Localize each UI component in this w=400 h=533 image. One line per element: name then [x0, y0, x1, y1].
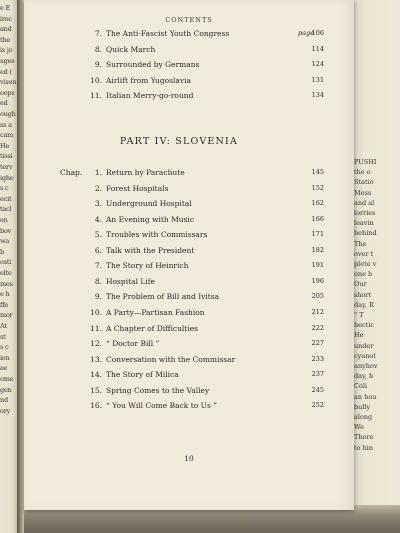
neighbor-page-text: to hin — [354, 443, 374, 452]
chapter-title: Conversation with the Commissar — [106, 354, 236, 364]
chapter-number: 12. — [90, 339, 102, 349]
chapter-page: 124 — [311, 60, 324, 68]
chapter-page: 134 — [311, 91, 324, 99]
neighbor-page-text: We — [354, 423, 364, 432]
neighbor-page-text: bully — [354, 402, 371, 411]
page-label: page — [298, 29, 315, 37]
chapter-page: 212 — [311, 307, 324, 316]
chapter-page: 191 — [311, 261, 324, 270]
neighbor-page-text: ough — [0, 110, 16, 118]
right-page-edge — [352, 0, 400, 533]
neighbor-page-text: ighe — [0, 173, 14, 182]
neighbor-page-text: cam — [0, 131, 14, 140]
chapter-number: 10. — [90, 307, 102, 317]
chapter-title: Hospital Life — [106, 276, 155, 286]
neighbor-page-text: ome — [0, 375, 14, 383]
neighbor-page-text: The — [354, 239, 367, 248]
chapter-page: 233 — [311, 354, 324, 363]
neighbor-page-text: ecit — [0, 194, 12, 203]
chapter-number: 8. — [94, 276, 102, 286]
neighbor-page-text: wa — [0, 237, 10, 246]
neighbor-page-text: e E — [0, 4, 11, 12]
chapter-number: 4. — [94, 214, 102, 224]
neighbor-page-text: short — [354, 290, 372, 299]
neighbor-page-text: mor — [0, 311, 13, 320]
neighbor-page-text: ages — [0, 57, 15, 65]
chapter-number: 2. — [94, 183, 102, 193]
part-heading: PART IV: SLOVENIA — [119, 136, 239, 147]
chapter-title: Talk with the President — [106, 245, 195, 255]
chapter-number: 8. — [94, 44, 102, 54]
chapter-page: 252 — [311, 401, 324, 410]
neighbor-page-text: Our — [354, 280, 367, 289]
neighbor-page-text: ae — [0, 364, 8, 373]
chapter-number: 3. — [94, 199, 102, 209]
neighbor-page-text: over t — [354, 249, 374, 258]
chapter-page: 227 — [311, 339, 324, 348]
neighbor-page-text: nd — [0, 396, 8, 405]
chapter-page: 237 — [311, 370, 324, 379]
neighbor-page-text: plete v — [354, 260, 377, 268]
neighbor-page-text: “ T — [354, 311, 364, 319]
neighbor-page-text: PUSHI — [354, 158, 377, 166]
neighbor-page-text: s c — [0, 184, 9, 193]
chapter-number: 1. — [94, 168, 102, 177]
neighbor-page-text: There — [354, 433, 374, 442]
chapter-page: 162 — [311, 199, 324, 208]
neighbor-page-text: along — [354, 413, 373, 421]
chapter-title: A Chapter of Difficulties — [106, 323, 199, 333]
chapter-title: Underground Hospital — [106, 199, 192, 209]
contents-page — [24, 0, 354, 510]
neighbor-page-text: s c — [0, 343, 9, 352]
neighbor-page-text: and al — [354, 198, 375, 207]
chapter-title: The Story of Milica — [106, 370, 179, 380]
chapter-title: Surrounded by Germans — [106, 60, 200, 69]
chapter-page: 166 — [311, 214, 324, 223]
chapter-number: 14. — [90, 370, 102, 380]
neighbor-page-text: b — [0, 247, 4, 256]
neighbor-page-text: oops — [0, 88, 15, 97]
chapter-page: 131 — [311, 75, 324, 84]
chapter-number: 11. — [90, 91, 102, 100]
neighbor-page-text: ed — [0, 99, 8, 108]
neighbor-page-text: st — [0, 332, 6, 341]
running-header: CONTENTS — [165, 16, 213, 24]
neighbor-page-text: an hou — [354, 392, 377, 401]
neighbor-page-text: ss a — [0, 120, 12, 129]
chapter-number: 10. — [90, 75, 102, 85]
neighbor-page-text: terv — [0, 163, 13, 171]
chapter-page: 182 — [311, 245, 324, 254]
left-page-edge — [0, 0, 17, 533]
neighbor-page-text: e h — [0, 290, 10, 299]
chapter-number: 7. — [94, 261, 102, 271]
chapter-title: Spring Comes to the Valley — [106, 385, 210, 395]
neighbor-page-text: one h — [354, 270, 373, 279]
neighbor-page-text: gen — [0, 385, 12, 394]
chapter-title: Troubles with Commissars — [106, 230, 208, 240]
neighbor-page-text: lorries — [354, 209, 376, 217]
neighbor-page-text: He — [354, 331, 364, 340]
chapter-number: 11. — [90, 323, 102, 333]
chapter-title: Quick March — [106, 44, 156, 54]
neighbor-page-text: cyanot — [354, 351, 376, 360]
neighbor-page-text: At — [0, 322, 7, 330]
chapter-title: The Story of Heinrich — [106, 261, 189, 271]
neighbor-page-text: hectic — [354, 321, 375, 330]
chapter-number: 6. — [94, 245, 102, 255]
chapter-page: 245 — [311, 385, 324, 394]
chapter-title: Airlift from Yugoslavia — [106, 75, 192, 85]
neighbor-page-text: is jo — [0, 46, 13, 55]
neighbor-page-text: behind — [354, 229, 377, 238]
neighbor-page-text: elte — [0, 269, 12, 277]
chapter-number: 5. — [94, 230, 102, 240]
neighbor-page-text: Coli — [354, 382, 368, 391]
neighbor-page-text: en — [0, 216, 8, 224]
neighbor-page-text: mes — [0, 279, 13, 288]
neighbor-page-text: under — [354, 341, 374, 350]
neighbor-page-text: anyhov — [354, 362, 378, 370]
neighbor-page-text: osti — [0, 258, 12, 267]
chapter-number: 9. — [94, 60, 102, 69]
chapter-number: 16. — [90, 401, 102, 411]
neighbor-page-text: He — [0, 141, 10, 150]
neighbor-page-text: day, b — [354, 372, 374, 381]
chapter-title: Italian Merry-go-round — [106, 91, 194, 100]
chapter-page: 196 — [311, 276, 324, 285]
chapter-label: Chap. — [60, 168, 83, 177]
chapter-title: The Problem of Bill and Ivitsa — [106, 292, 220, 302]
neighbor-page-text: ien — [0, 353, 10, 362]
neighbor-page-text: leavin — [354, 219, 374, 228]
chapter-title: Forest Hospitals — [106, 183, 169, 193]
neighbor-page-text: ffe — [0, 300, 9, 309]
chapter-number: 9. — [94, 292, 102, 302]
neighbor-page-text: day, R — [354, 300, 374, 309]
neighbor-page-text: the — [0, 35, 11, 44]
neighbor-page-text: tissi — [0, 152, 13, 161]
neighbor-page-text: Statio — [354, 178, 374, 187]
neighbor-page-text: the o — [354, 168, 371, 177]
neighbor-page-text: ory — [0, 406, 11, 415]
chapter-number: 7. — [94, 29, 102, 38]
neighbor-page-text: tacl — [0, 205, 12, 214]
chapter-page: 222 — [311, 323, 324, 332]
neighbor-page-text: bov — [0, 226, 12, 235]
chapter-page: 106 — [311, 29, 324, 37]
chapter-page: 171 — [311, 230, 324, 239]
neighbor-page-text: and — [0, 25, 12, 34]
chapter-title: “ Doctor Bill ” — [106, 339, 160, 349]
chapter-title: An Evening with Music — [106, 214, 195, 224]
chapter-title: Return by Parachute — [106, 168, 185, 177]
chapter-number: 13. — [90, 354, 102, 364]
chapter-number: 15. — [90, 385, 102, 395]
neighbor-page-text: vison — [0, 78, 17, 87]
chapter-page: 145 — [311, 168, 324, 176]
neighbor-page-text: Mess — [354, 188, 372, 197]
neighbor-page-text: ed ( — [0, 67, 12, 76]
chapter-title: “ You Will Come Back to Us ” — [106, 401, 218, 411]
chapter-page: 114 — [311, 44, 324, 53]
chapter-title: A Party—Partisan Fashion — [106, 307, 205, 317]
chapter-page: 205 — [311, 292, 324, 301]
chapter-page: 152 — [311, 183, 324, 192]
neighbor-page-text: irec — [0, 14, 12, 23]
page-number: 10 — [184, 454, 194, 463]
chapter-title: The Anti-Fascist Youth Congress — [106, 29, 230, 38]
